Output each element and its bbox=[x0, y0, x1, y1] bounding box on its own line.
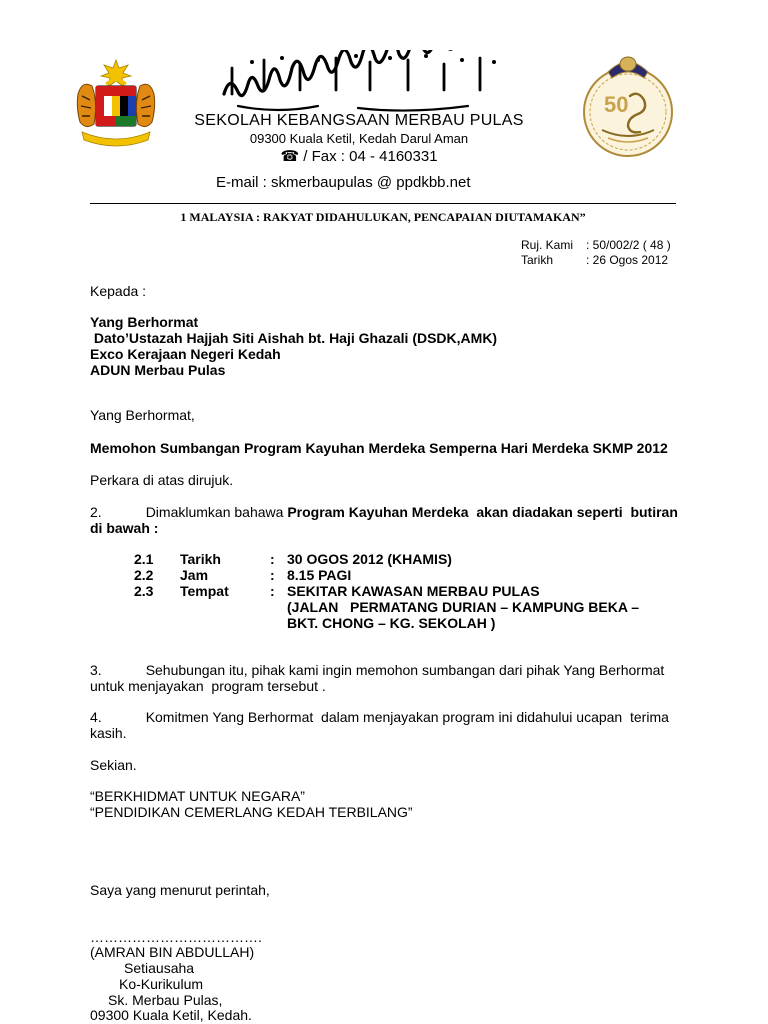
kepada-label: Kepada : bbox=[90, 283, 147, 299]
signatory-name: (AMRAN BIN ABDULLAH) bbox=[90, 944, 255, 960]
ref-value: : 50/002/2 ( 48 ) bbox=[586, 238, 671, 252]
detail-value: SEKITAR KAWASAN MERBAU PULAS bbox=[287, 583, 540, 599]
salutation: Yang Berhormat, bbox=[90, 407, 195, 423]
slogan-line: “PENDIDIKAN CEMERLANG KEDAH TERBILANG” bbox=[90, 804, 413, 820]
date-value: : 26 Ogos 2012 bbox=[586, 253, 669, 267]
closing-line: Saya yang menurut perintah, bbox=[90, 882, 270, 898]
program-name: Program Kayuhan Merdeka akan diadakan seperti butiran bbox=[287, 504, 678, 520]
header-divider bbox=[90, 203, 676, 204]
paragraph-3-line-1 bbox=[90, 662, 678, 678]
ref-label: Ruj. Kami bbox=[521, 238, 574, 252]
signatory-title: Setiausaha bbox=[124, 960, 195, 976]
paragraph-number: 3. bbox=[90, 662, 102, 678]
sekian: Sekian. bbox=[90, 757, 137, 773]
paragraph-number: 2. bbox=[90, 504, 102, 520]
detail-label: Tarikh bbox=[180, 551, 221, 567]
detail-value: 30 OGOS 2012 (KHAMIS) bbox=[287, 551, 452, 567]
paragraph-2-line-2: di bawah : bbox=[90, 520, 159, 536]
tempat-continuation: (JALAN PERMATANG DURIAN – KAMPUNG BEKA – bbox=[287, 599, 640, 615]
signatory-address: 09300 Kuala Ketil, Kedah. bbox=[90, 1007, 252, 1023]
subject-line: Memohon Sumbangan Program Kayuhan Merdeka Semperna Hari Merdeka SKMP 2012 bbox=[90, 440, 668, 456]
paragraph-2-text: Dimaklumkan bahawa bbox=[145, 504, 288, 520]
signature-dots: ………………………………. bbox=[90, 929, 262, 945]
fax-number: / Fax : 04 - 4160331 bbox=[303, 148, 438, 165]
paragraph-4-line-2: kasih. bbox=[90, 725, 127, 741]
recipient-line: Dato’Ustazah Hajjah Siti Aishah bt. Haji Ghazali (DSDK,AMK) bbox=[90, 330, 498, 346]
paragraph-number: 4. bbox=[90, 709, 102, 725]
paragraph-3-text: Sehubungan itu, pihak kami ingin memohon sumbangan dari pihak Yang Berhormat bbox=[145, 662, 665, 678]
jawi-school-name bbox=[218, 50, 508, 116]
recipient-line: ADUN Merbau Pulas bbox=[90, 362, 226, 378]
slogan-line: “BERKHIDMAT UNTUK NEGARA” bbox=[90, 788, 305, 804]
school-name: SEKOLAH KEBANGSAAN MERBAU PULAS bbox=[194, 112, 524, 129]
detail-colon: : bbox=[270, 551, 275, 567]
detail-number: 2.1 bbox=[134, 551, 154, 567]
national-motto: 1 MALAYSIA : RAKYAT DIDAHULUKAN, PENCAPAIAN DIUTAMAKAN” bbox=[180, 210, 586, 224]
detail-label: Jam bbox=[180, 567, 209, 583]
signatory-title: Ko-Kurikulum bbox=[119, 976, 204, 992]
tempat-continuation: BKT. CHONG – KG. SEKOLAH ) bbox=[287, 615, 496, 631]
school-address: 09300 Kuala Ketil, Kedah Darul Aman bbox=[249, 131, 469, 146]
school-email: E-mail : skmerbaupulas @ ppdkbb.net bbox=[216, 174, 471, 191]
recipient-line: Exco Kerajaan Negeri Kedah bbox=[90, 346, 281, 362]
detail-label: Tempat bbox=[180, 583, 229, 599]
detail-colon: : bbox=[270, 567, 275, 583]
paragraph-4-text: Komitmen Yang Berhormat dalam menjayakan program ini didahului ucapan terima bbox=[145, 709, 669, 725]
detail-value: 8.15 PAGI bbox=[287, 567, 352, 583]
paragraph-2-line-1 bbox=[90, 504, 678, 520]
paragraph-4-line-1 bbox=[90, 709, 678, 725]
jawi-calligraphy-graphic bbox=[218, 50, 508, 116]
school-fax bbox=[194, 148, 524, 166]
date-label: Tarikh bbox=[521, 253, 554, 267]
detail-colon: : bbox=[270, 583, 275, 599]
paragraph-1: Perkara di atas dirujuk. bbox=[90, 472, 234, 488]
anniversary-emblem-logo bbox=[578, 50, 678, 160]
anniversary-number: 50 bbox=[604, 92, 629, 117]
paragraph-3-line-2: untuk menjayakan program tersebut . bbox=[90, 678, 326, 694]
detail-number: 2.2 bbox=[134, 567, 154, 583]
recipient-line: Yang Berhormat bbox=[90, 314, 199, 330]
signatory-organization: Sk. Merbau Pulas, bbox=[108, 992, 223, 1008]
coat-of-arms-logo bbox=[68, 56, 164, 152]
detail-number: 2.3 bbox=[134, 583, 154, 599]
telephone-icon: ☎ bbox=[280, 148, 300, 165]
